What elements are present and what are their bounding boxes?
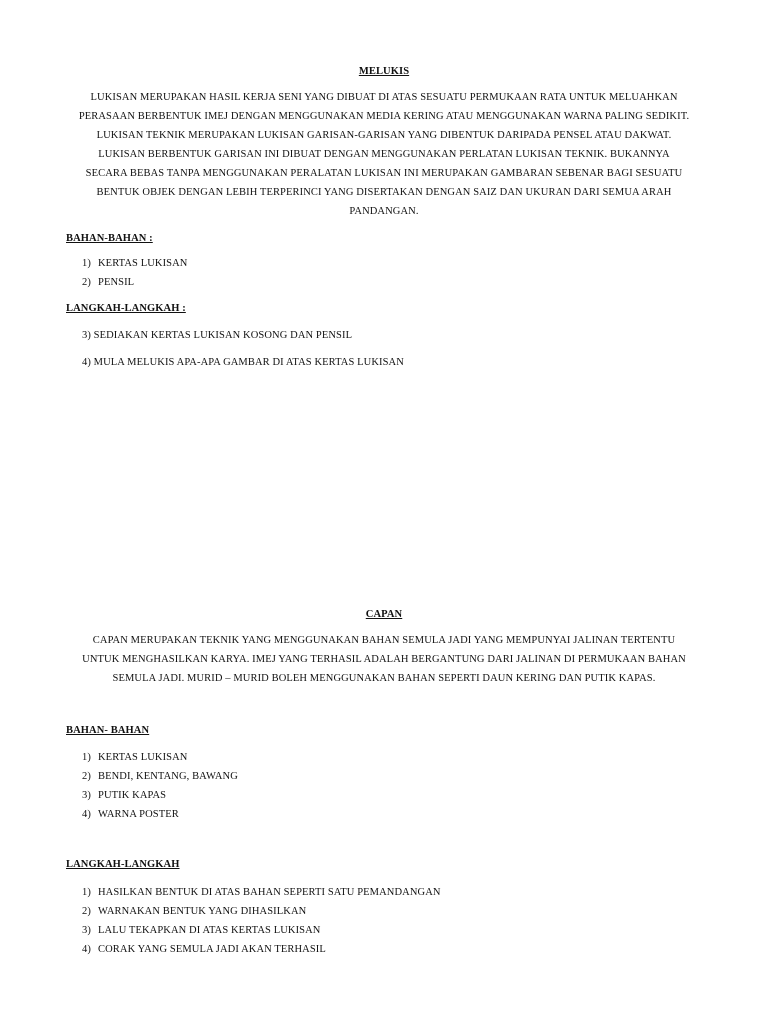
paragraph-line: LUKISAN TEKNIK MERUPAKAN LUKISAN GARISAN-GARISAN YANG DIBENTUK DARIPADA PENSEL ATAU DAKWAT. [96, 130, 672, 141]
capan-title: CAPAN [365, 609, 403, 620]
melukis-steps-list [82, 326, 404, 379]
list-item: 1) HASILKAN BENTUK DI ATAS BAHAN SEPERTI SATU PEMANDANGAN [82, 887, 441, 898]
capan-materials-heading: BAHAN- BAHAN [66, 725, 150, 736]
list-item: 1) KERTAS LUKISAN [82, 752, 188, 763]
paragraph-line: SEMULA JADI. MURID – MURID BOLEH MENGGUNAKAN BAHAN SEPERTI DAUN KERING DAN PUTIK KAPAS. [112, 673, 656, 684]
list-item: 4) MULA MELUKIS APA-APA GAMBAR DI ATAS KERTAS LUKISAN [82, 356, 404, 368]
melukis-materials-list [82, 254, 187, 292]
melukis-steps-heading: LANGKAH-LANGKAH : [66, 303, 186, 314]
paragraph-line: LUKISAN MERUPAKAN HASIL KERJA SENI YANG DIBUAT DI ATAS SESUATU PERMUKAAN RATA UNTUK MELUAHKAN [90, 92, 678, 103]
paragraph-line: PERASAAN BERBENTUK IMEJ DENGAN MENGGUNAKAN MEDIA KERING ATAU MENGGUNAKAN WARNA PALING SEDIKIT. [78, 111, 690, 122]
melukis-title: MELUKIS [358, 66, 410, 77]
melukis-materials-heading: BAHAN-BAHAN : [66, 233, 153, 244]
list-item: 4) CORAK YANG SEMULA JADI AKAN TERHASIL [82, 944, 326, 955]
list-item: 3) LALU TEKAPKAN DI ATAS KERTAS LUKISAN [82, 925, 321, 936]
paragraph-line: BENTUK OBJEK DENGAN LEBIH TERPERINCI YANG DISERTAKAN DENGAN SAIZ DAN UKURAN DARI SEMUA ARAH [96, 187, 672, 198]
list-item: 3) PUTIK KAPAS [82, 790, 167, 801]
capan-paragraph [62, 631, 706, 688]
paragraph-line: CAPAN MERUPAKAN TEKNIK YANG MENGGUNAKAN BAHAN SEMULA JADI YANG MEMPUNYAI JALINAN TERTENTU [92, 635, 676, 646]
list-item: 4) WARNA POSTER [82, 809, 179, 820]
melukis-paragraph [62, 88, 706, 221]
list-item: 2) WARNAKAN BENTUK YANG DIHASILKAN [82, 906, 307, 917]
paragraph-line: PANDANGAN. [349, 206, 419, 217]
capan-materials-list [82, 748, 238, 824]
paragraph-line: LUKISAN BERBENTUK GARISAN INI DIBUAT DENGAN MENGGUNAKAN PERLATAN LUKISAN TEKNIK. BUKANNYA [98, 149, 670, 160]
list-item: 2) BENDI, KENTANG, BAWANG [82, 771, 238, 782]
paragraph-line: UNTUK MENGHASILKAN KARYA. IMEJ YANG TERHASIL ADALAH BERGANTUNG DARI JALINAN DI PERMUKAAN BAHAN [82, 654, 686, 665]
list-item: 1) KERTAS LUKISAN [82, 258, 188, 269]
capan-steps-heading: LANGKAH-LANGKAH [66, 859, 180, 870]
paragraph-line: SECARA BEBAS TANPA MENGGUNAKAN PERALATAN LUKISAN INI MERUPAKAN GAMBARAN SEBENAR BAGI SESUATU [85, 168, 683, 179]
list-item: 3) SEDIAKAN KERTAS LUKISAN KOSONG DAN PENSIL [82, 330, 353, 341]
capan-steps-list [82, 883, 441, 959]
list-item: 2) PENSIL [82, 277, 135, 288]
